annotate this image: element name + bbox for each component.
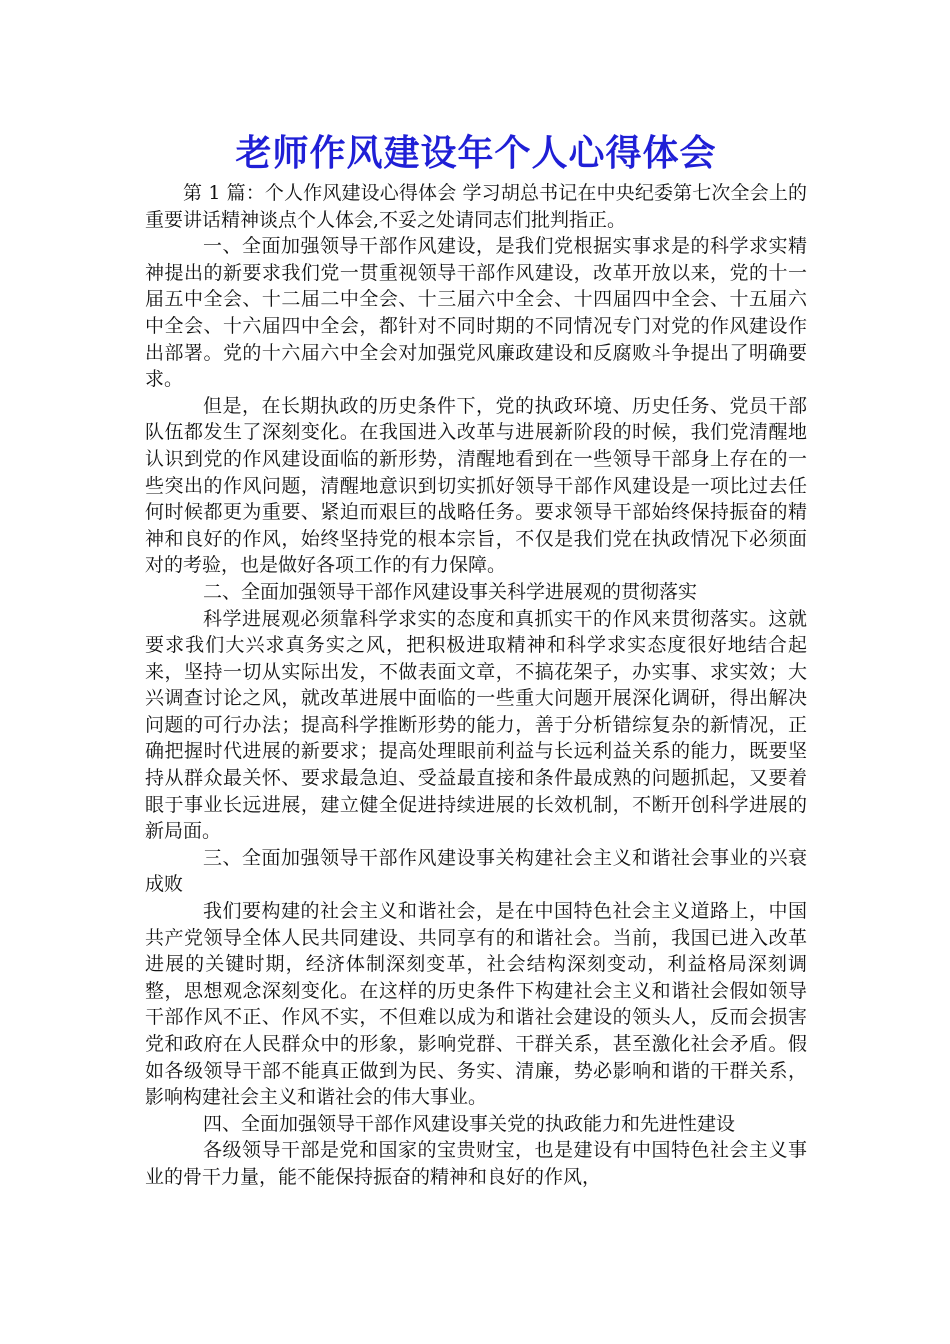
paragraph-section-1: 一、全面加强领导干部作风建设，是我们党根据实事求是的科学求实精神提出的新要求我们党一贯重视领导干部作风建设，改革开放以来，党的十一届五中全会、十二届二中全会、十三届六中全会、十四届四中全会、十五届六中全会、十六届四中全会，都针对不同时期的不同情况专门对党的作风建设作出部署。党的十六届六中全会对加强党风廉政建设和反腐败斗争提出了明确要求。 xyxy=(145,235,807,391)
paragraph-body: 我们要构建的社会主义和谐社会，是在中国特色社会主义道路上，中国共产党领导全体人民共同建设、共同享有的和谐社会。当前，我国已进入改革进展的关键时期，经济体制深刻变革，社会结构深刻变动，利益格局深刻调整，思想观念深刻变化。在这样的历史条件下构建社会主义和谐社会假如领导干部作风不正、作风不实，不但难以成为和谐社会建设的领头人，反而会损害党和政府在人民群众中的形象，影响党群、干群关系，甚至激化社会矛盾。假如各级领导干部不能真正做到为民、务实、清廉，势必影响和谐的干群关系，影响构建社会主义和谐社会的伟大事业。 xyxy=(145,900,807,1109)
paragraph-body: 但是，在长期执政的历史条件下，党的执政环境、历史任务、党员干部队伍都发生了深刻变化。在我国进入改革与进展新阶段的时候，我们党清醒地认识到党的作风建设面临的新形势，清醒地看到在一些领导干部身上存在的一些突出的作风问题，清醒地意识到切实抓好领导干部作风建设是一项比过去任何时候都更为重要、紧迫而艰巨的战略任务。要求领导干部始终保持振奋的精神和良好的作风，始终坚持党的根本宗旨，不仅是我们党在执政情况下必须面对的考验，也是做好各项工作的有力保障。 xyxy=(145,394,807,577)
paragraph-body: 各级领导干部是党和国家的宝贵财宝，也是建设有中国特色社会主义事业的骨干力量，能不能保持振奋的精神和良好的作风， xyxy=(145,1139,807,1188)
paragraph-intro: 第 1 篇：个人作风建设心得体会 学习胡总书记在中央纪委第七次全会上的重要讲话精神谈点个人体会,不妥之处请同志们批判指正。 xyxy=(145,182,807,231)
section-heading-4: 四、全面加强领导干部作风建设事关党的执政能力和先进性建设 xyxy=(203,1112,736,1135)
section-heading-3: 三、全面加强领导干部作风建设事关构建社会主义和谐社会事业的兴衰成败 xyxy=(145,846,807,896)
document-title: 老师作风建设年个人心得体会 xyxy=(235,133,717,174)
section-heading-2: 二、全面加强领导干部作风建设事关科学进展观的贯彻落实 xyxy=(203,580,698,603)
paragraph-body: 科学进展观必须靠科学求实的态度和真抓实干的作风来贯彻落实。这就要求我们大兴求真务实之风，把积极进取精神和科学求实态度很好地结合起来，坚持一切从实际出发，不做表面文章，不搞花架子，办实事、求实效；大兴调查讨论之风，就改革进展中面临的一些重大问题开展深化调研，得出解决问题的可行办法；提高科学推断形势的能力，善于分析错综复杂的新情况，正确把握时代进展的新要求；提高处理眼前利益与长远利益关系的能力，既要坚持从群众最关怀、要求最急迫、受益最直接和条件最成熟的问题抓起，又要着眼于事业长远进展，建立健全促进持续进展的长效机制，不断开创科学进展的新局面。 xyxy=(145,607,807,843)
document-page xyxy=(145,0,807,1344)
